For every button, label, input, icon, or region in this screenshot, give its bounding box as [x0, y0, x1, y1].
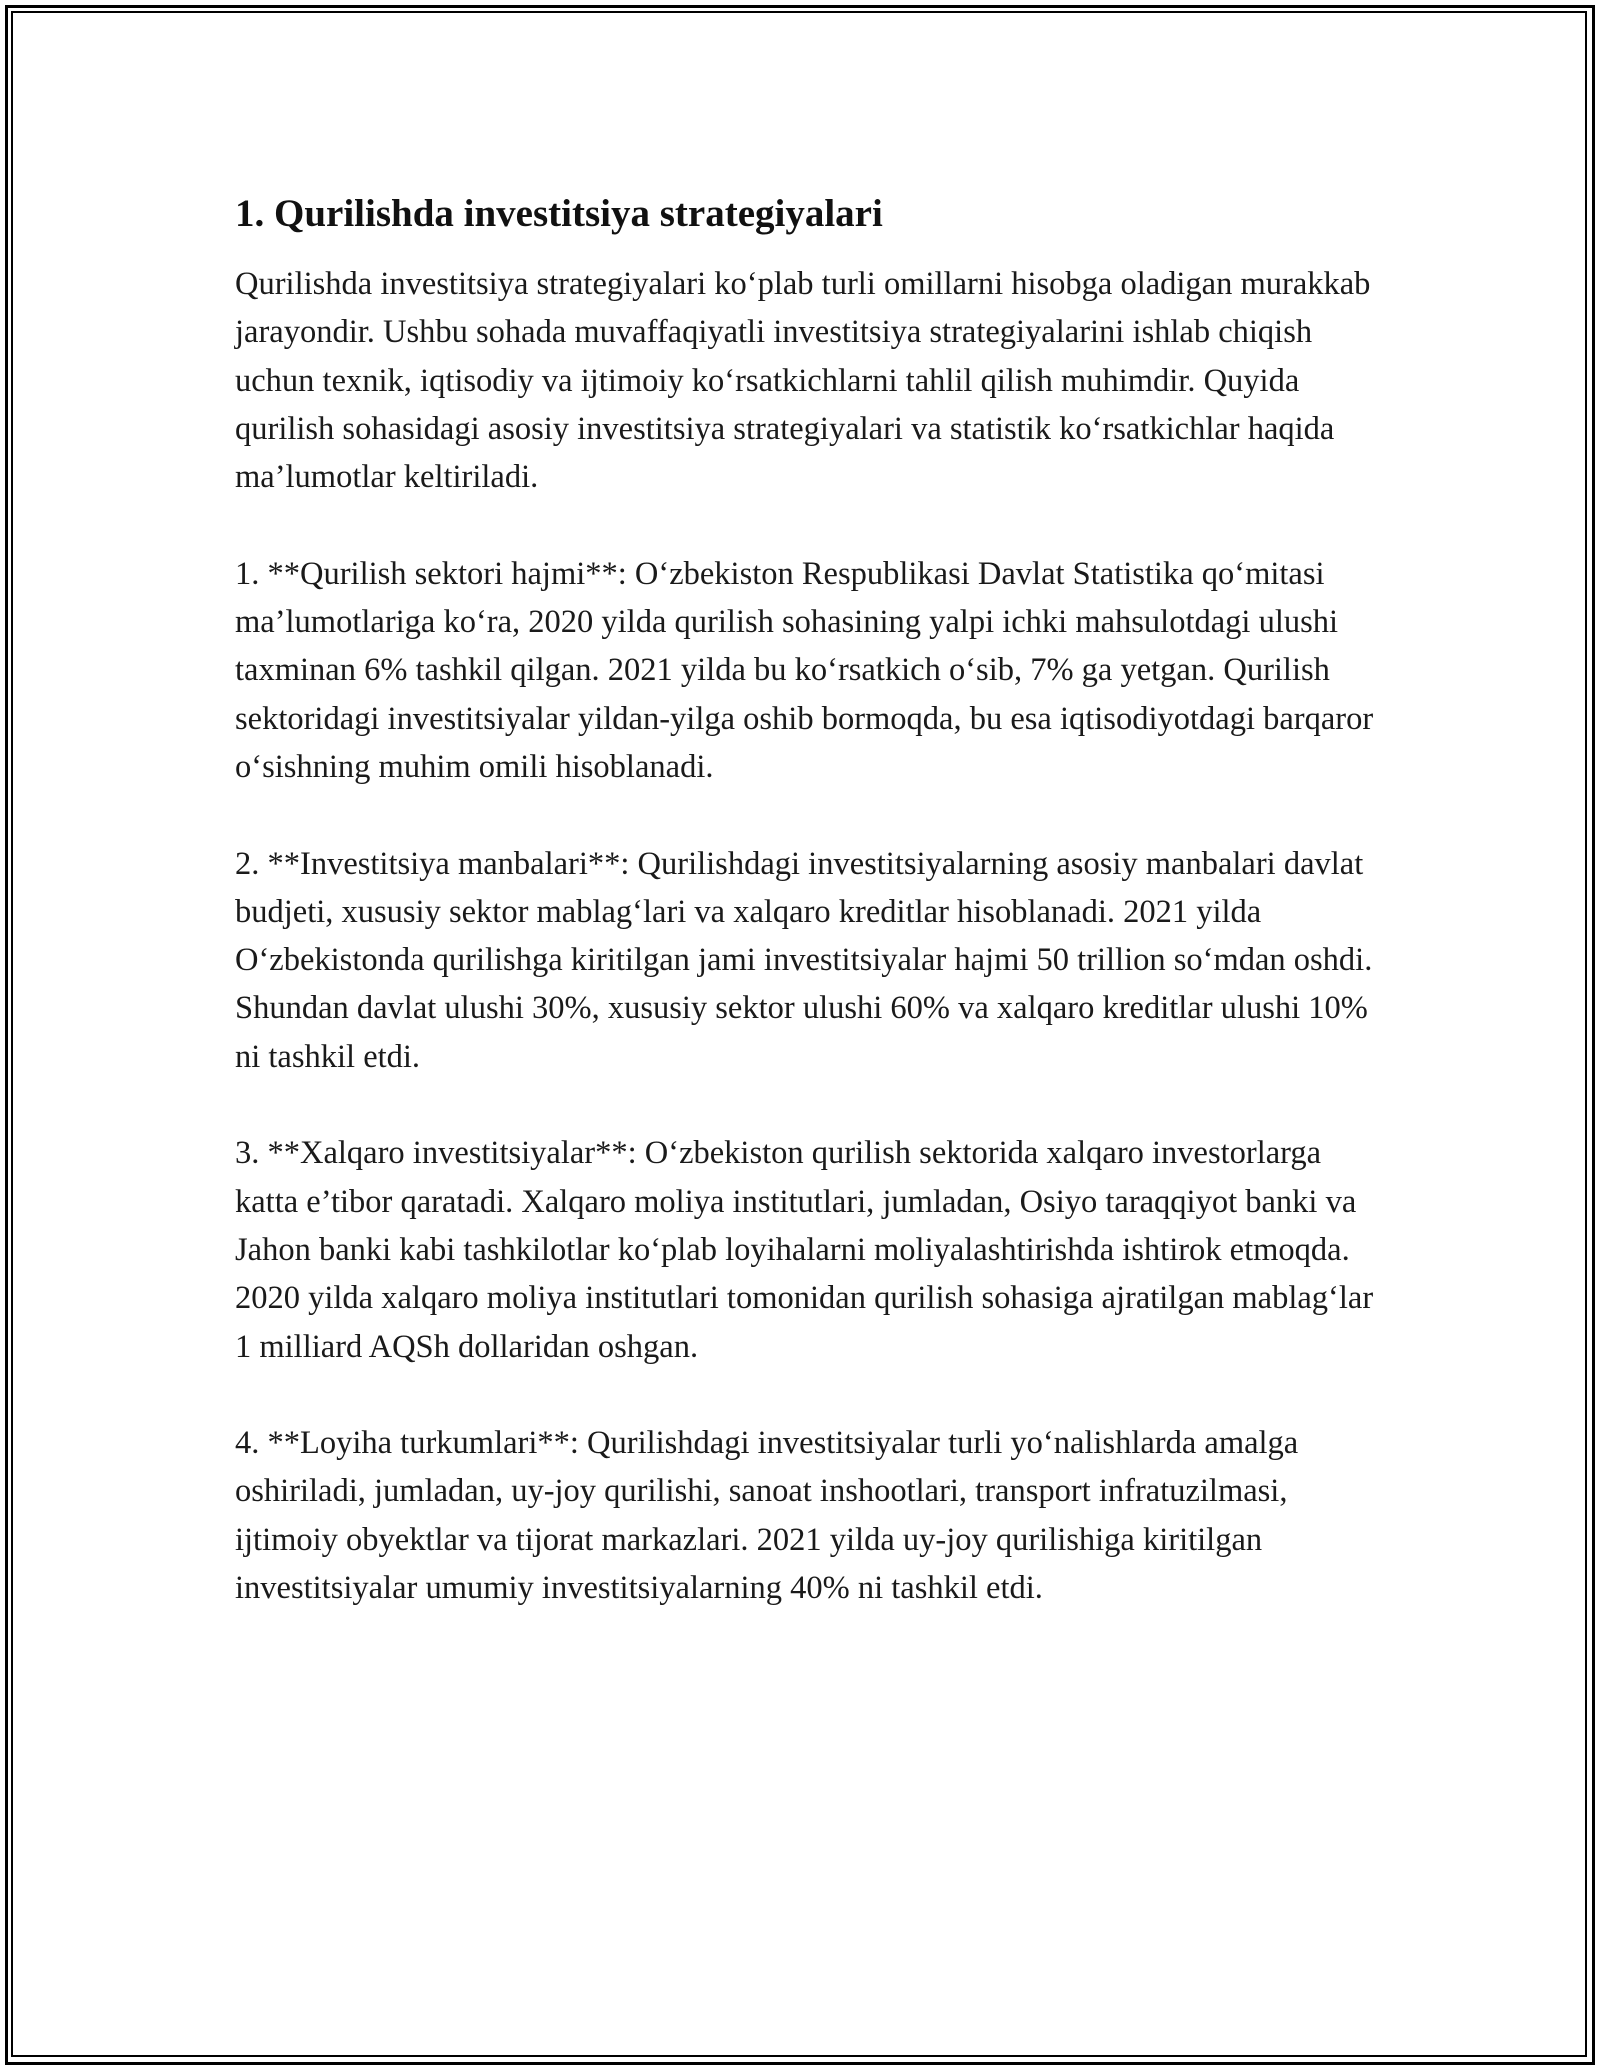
section-heading: 1. Qurilishda investitsiya strategiyalari: [235, 192, 883, 235]
document-body: [235, 186, 1375, 1661]
intro-paragraph: Qurilishda investitsiya strategiyalari ko‘plab turli omillarni hisobga oladigan murakkab jarayondir. Ushbu sohada muvaffaqiyatli investitsiya strategiyalarini ishlab chiqish uchun texnik, iqtisodiy va ijtimoiy ko‘rsatkichlarni tahlil qilish muhimdir. Quyida qurilish sohasidagi asosiy investitsiya strategiyalari va statistik ko‘rsatkichlar haqida ma’lumotlar keltiriladi.: [235, 266, 1371, 496]
paragraph-international-investments: 3. **Xalqaro investitsiyalar**: O‘zbekiston qurilish sektorida xalqaro investorlarga katta e’tibor qaratadi. Xalqaro moliya institutlari, jumladan, Osiyo taraqqiyot banki va Jahon banki kabi tashkilotlar ko‘plab loyihalarni moliyalashtirishda ishtirok etmoqda. 2020 yilda xalqaro moliya institutlari tomonidan qurilish sohasiga ajratilgan mablag‘lar 1 milliard AQSh dollaridan oshgan.: [235, 1135, 1374, 1365]
paragraph-construction-sector-volume: 1. **Qurilish sektori hajmi**: O‘zbekiston Respublikasi Davlat Statistika qo‘mitasi ma’lumotlariga ko‘ra, 2020 yilda qurilish sohasining yalpi ichki mahsulotdagi ulushi taxminan 6% tashkil qilgan. 2021 yilda bu ko‘rsatkich o‘sib, 7% ga yetgan. Qurilish sektoridagi investitsiyalar yildan-yilga oshib bormoqda, bu esa iqtisodiyotdagi barqaror o‘sishning muhim omili hisoblanadi.: [235, 555, 1374, 785]
paragraph-project-categories: 4. **Loyiha turkumlari**: Qurilishdagi investitsiyalar turli yo‘nalishlarda amalga oshiriladi, jumladan, uy-joy qurilishi, sanoat inshootlari, transport infratuzilmasi, ijtimoiy obyektlar va tijorat markazlari. 2021 yilda uy-joy qurilishiga kiritilgan investitsiyalar umumiy investitsiyalarning 40% ni tashkil etdi.: [235, 1425, 1299, 1607]
paragraph-investment-sources: 2. **Investitsiya manbalari**: Qurilishdagi investitsiyalarning asosiy manbalari davlat budjeti, xususiy sektor mablag‘lari va xalqaro kreditlar hisoblanadi. 2021 yilda O‘zbekistonda qurilishga kiritilgan jami investitsiyalar hajmi 50 trillion so‘mdan oshdi. Shundan davlat ulushi 30%, xususiy sektor ulushi 60% va xalqaro kreditlar ulushi 10% ni tashkil etdi.: [235, 845, 1373, 1075]
